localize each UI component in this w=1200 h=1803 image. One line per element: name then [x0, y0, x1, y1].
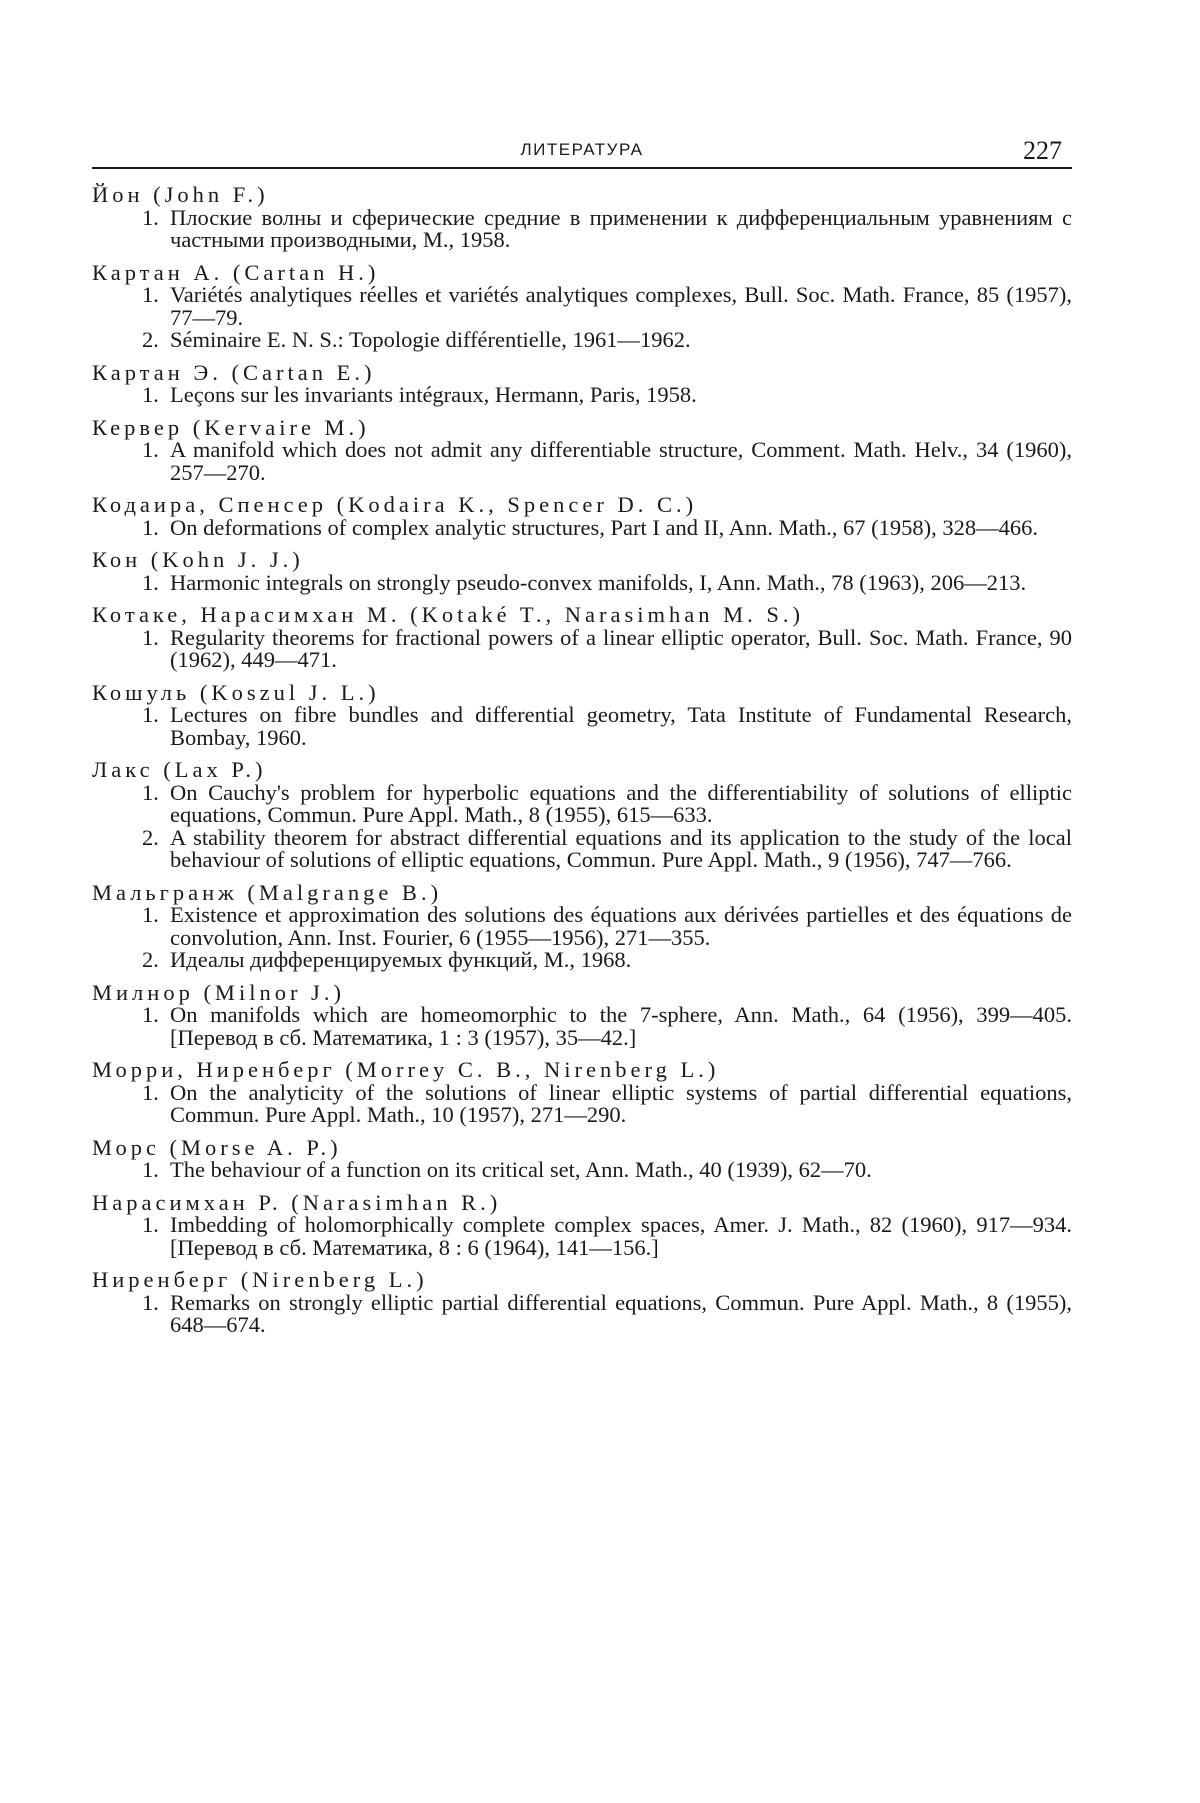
reference-number: 1.	[142, 382, 159, 407]
reference-text: On manifolds which are homeomorphic to the 7-sphere, Ann. Math., 64 (1956), 399—405. [Перевод в сб. Математика, 1 : 3 (1957), 35—42.]	[170, 1002, 1072, 1050]
reference-text: Lectures on fibre bundles and differential geometry, Tata Institute of Fundamental Research, Bombay, 1960.	[170, 702, 1072, 750]
reference-item	[142, 439, 1072, 484]
reference-item	[142, 824, 1072, 872]
page-number: 227	[1023, 136, 1062, 165]
reference-text: Séminaire E. N. S.: Topologie différentielle, 1961—1962.	[170, 327, 691, 352]
author-heading: Кодаира, Спенсер (Kodaira K., Spencer D. C.)	[92, 492, 698, 517]
reference-item	[142, 1289, 1072, 1337]
reference-text: Harmonic integrals on strongly pseudo-convex manifolds, I, Ann. Math., 78 (1963), 206—213.	[170, 569, 1027, 595]
reference-number: 1.	[142, 779, 159, 805]
reference-text: The behaviour of a function on its critical set, Ann. Math., 40 (1939), 62—70.	[170, 1157, 872, 1182]
reference-number: 1.	[142, 437, 159, 462]
reference-number: 2.	[142, 947, 159, 972]
reference-number: 1.	[142, 1289, 159, 1315]
author-heading: Мальгранж (Malgrange B.)	[92, 879, 443, 905]
reference-text: Remarks on strongly elliptic partial differential equations, Commun. Pure Appl. Math., 8 (1955), 648—674.	[170, 1289, 1072, 1337]
header-rule	[92, 167, 1072, 169]
reference-text: Regularity theorems for fractional powers of a linear elliptic operator, Bull. Soc. Math. France, 90 (1962), 449—471.	[170, 624, 1072, 672]
reference-item	[142, 949, 1072, 972]
reference-number: 1.	[142, 282, 159, 307]
reference-text: On deformations of complex analytic structures, Part I and II, Ann. Math., 67 (1958), 328—466.	[170, 514, 1038, 540]
author-heading: Ниренберг (Nirenberg L.)	[92, 1267, 428, 1292]
reference-text: Leçons sur les invariants intégraux, Hermann, Paris, 1958.	[170, 382, 697, 407]
reference-item	[142, 514, 1072, 540]
reference-item	[142, 904, 1072, 949]
author-heading: Лакс (Lax P.)	[92, 757, 267, 782]
reference-item	[142, 704, 1072, 749]
reference-number: 1.	[142, 1212, 159, 1237]
page-header	[92, 120, 1072, 168]
reference-item	[142, 569, 1072, 595]
reference-number: 1.	[142, 514, 159, 540]
reference-number: 1.	[142, 1079, 159, 1105]
reference-item	[142, 624, 1072, 672]
reference-item	[142, 329, 1072, 352]
reference-text: Плоские волны и сферические средние в применении к дифференциальным уравнениям с частными производными, М., 1958.	[170, 204, 1072, 252]
bibliography-list	[92, 184, 1072, 1337]
reference-number: 2.	[142, 327, 159, 352]
reference-text: Imbedding of holomorphically complete complex spaces, Amer. J. Math., 82 (1960), 917—934. [Перевод в сб. Математика, 8 : 6 (1964), 141—156.]	[170, 1212, 1072, 1260]
author-heading: Кервер (Kervaire M.)	[92, 414, 370, 440]
reference-item	[142, 284, 1072, 329]
reference-item	[142, 1079, 1072, 1127]
author-heading: Йон (John F.)	[92, 182, 269, 207]
reference-text: On the analyticity of the solutions of linear elliptic systems of partial differential equations, Commun. Pure Appl. Math., 10 (1957), 271—290.	[170, 1079, 1072, 1127]
reference-number: 1.	[142, 624, 159, 650]
reference-number: 1.	[142, 702, 159, 727]
reference-item	[142, 779, 1072, 827]
reference-item	[142, 1159, 1072, 1182]
reference-item	[142, 1214, 1072, 1259]
reference-text: Variétés analytiques réelles et variétés analytiques complexes, Bull. Soc. Math. France, 85 (1957), 77—79.	[170, 282, 1072, 330]
author-heading: Морс (Morse A. P.)	[92, 1134, 342, 1160]
reference-item	[142, 1004, 1072, 1049]
author-heading: Картан Э. (Cartan E.)	[92, 359, 376, 385]
reference-text: On Cauchy's problem for hyperbolic equations and the differentiability of solutions of elliptic equations, Commun. Pure Appl. Math., 8 (1955), 615—633.	[170, 779, 1072, 827]
reference-item	[142, 204, 1072, 252]
reference-number: 2.	[142, 824, 159, 850]
reference-number: 1.	[142, 902, 159, 927]
author-heading: Кон (Kohn J. J.)	[92, 547, 304, 572]
reference-item	[142, 384, 1072, 407]
reference-text: Идеалы дифференцируемых функций, М., 1968.	[170, 947, 632, 972]
reference-text: A stability theorem for abstract differential equations and its application to the study of the local behaviour of solutions of elliptic equations, Commun. Pure Appl. Math., 9 (1956), 747—766.	[170, 824, 1072, 872]
running-title: ЛИТЕРАТУРА	[520, 140, 644, 159]
reference-number: 1.	[142, 1002, 159, 1027]
reference-number: 1.	[142, 204, 159, 230]
reference-number: 1.	[142, 1157, 159, 1182]
author-heading: Нарасимхан Р. (Narasimhan R.)	[92, 1189, 502, 1215]
reference-number: 1.	[142, 569, 159, 595]
author-heading: Кошуль (Koszul J. L.)	[92, 679, 380, 705]
author-heading: Котаке, Нарасимхан М. (Kotaké T., Narasimhan M. S.)	[92, 602, 804, 627]
reference-text: A manifold which does not admit any differentiable structure, Comment. Math. Helv., 34 (1960), 257—270.	[170, 437, 1072, 485]
reference-text: Existence et approximation des solutions des équations aux dérivées partielles et des équations de convolution, Ann. Inst. Fourier, 6 (1955—1956), 271—355.	[170, 902, 1072, 950]
author-heading: Картан А. (Cartan H.)	[92, 259, 380, 285]
author-heading: Милнор (Milnor J.)	[92, 979, 345, 1005]
author-heading: Морри, Ниренберг (Morrey C. B., Nirenberg L.)	[92, 1057, 720, 1082]
